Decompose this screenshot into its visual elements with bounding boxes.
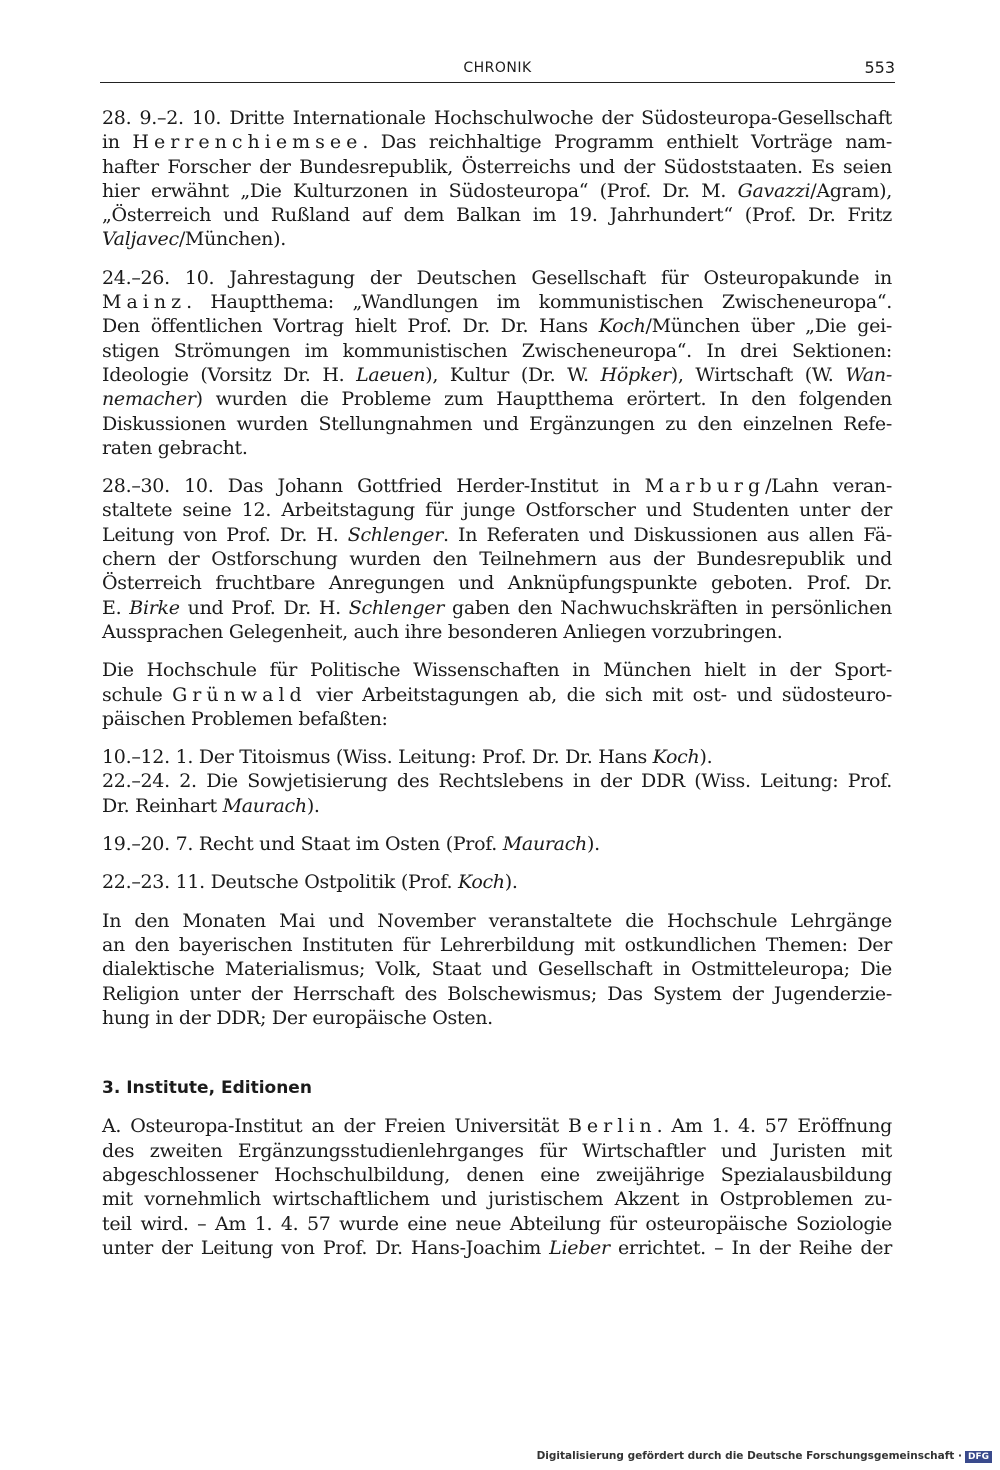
running-title: CHRONIK [463, 60, 532, 76]
list-item: 10.–12. 1. Der Titoismus (Wiss. Leitung: Prof. Dr. Dr. Hans Koch). 22.–24. 2. Die Sowjetisierung des Rechtslebens in der DDR (Wiss. Leitung: Prof. Dr. Reinhart Maurach). [102, 746, 892, 817]
body-text [102, 106, 892, 1274]
list-item: 19.–20. 7. Recht und Staat im Osten (Prof. Maurach). [102, 833, 600, 856]
page-number: 553 [864, 58, 895, 77]
footer-text: Digitalisierung gefördert durch die Deutsche Forschungsgemeinschaft · [536, 1450, 962, 1462]
paragraph-berlin: A. Osteuropa-Institut an der Freien Universität Berlin. Am 1. 4. 57 Eröffnung des zweiten Ergänzungsstudienlehrganges für Wirtschaftler und Juristen mit abgeschlossener Hochschulbildung, denen eine zweijährige Spezialausbildung mit vornehmlich wirtschaftlichem und juristischem Akzent in Ostproblemen zu- teil wird. – Am 1. 4. 57 wurde eine neue Abteilung für osteuropäische Soziologie unter der Leitung von Prof. Dr. Hans-Joachim Lieber errichtet. – In der Reihe der [102, 1115, 892, 1259]
section-heading: 3. Institute, Editionen [102, 1078, 312, 1099]
paragraph-gruenwald: Die Hochschule für Politische Wissenschaften in München hielt in der Sport- schule Grünwald vier Arbeitstagungen ab, die sich mit ost- und südosteuro- päischen Problemen befaßten: [102, 659, 892, 730]
digitization-footer [537, 1450, 992, 1463]
paragraph-lehrgaenge: In den Monaten Mai und November veranstaltete die Hochschule Lehrgänge an den bayerischen Instituten für Lehrerbildung mit ostkundlichen Themen: Der dialektische Materialismus; Volk, Staat und Gesellschaft in Ostmitteleuropa; Die Religion unter der Herrschaft des Bolschewismus; Das System der Jugenderzie- hung in der DDR; Der europäische Osten. [102, 909, 892, 1029]
paragraph-mainz: 24.–26. 10. Jahrestagung der Deutschen Gesellschaft für Osteuropakunde in Mainz. Hauptthema: „Wandlungen im kommunistischen Zwischeneuropa“. Den öffentlichen Vortrag hielt Prof. Dr. Dr. Hans Koch/München über „Die gei- stigen Strömungen im kommunistischen Zwischeneuropa“. In drei Sektionen: Ideologie (Vorsitz Dr. H. Laeuen), Kultur (Dr. W. Höpker), Wirtschaft (W. Wan- nemacher) wurden die Probleme zum Hauptthema erörtert. In den folgenden Diskussionen wurden Stellungnahmen und Ergänzungen zu den einzelnen Refe- raten gebracht. [102, 266, 892, 459]
list-item: 22.–23. 11. Deutsche Ostpolitik (Prof. Koch). [102, 871, 518, 894]
paragraph-herrenchiemsee: 28. 9.–2. 10. Dritte Internationale Hochschulwoche der Südosteuropa-Gesellschaft in Herrenchiemsee. Das reichhaltige Programm enthielt Vorträge nam- hafter Forscher der Bundesrepublik, Österreichs und der Südoststaaten. Es seien hier erwähnt „Die Kulturzonen in Südosteuropa“ (Prof. Dr. M. Gavazzi/Agram), „Österreich und Rußland auf dem Balkan im 19. Jahrhundert“ (Prof. Dr. Fritz Valjavec/München). [102, 107, 892, 251]
dfg-logo-icon: DFG [965, 1451, 992, 1463]
page-header [100, 58, 895, 83]
paragraph-marburg: 28.–30. 10. Das Johann Gottfried Herder-Institut in Marburg/Lahn veran- staltete seine 12. Arbeitstagung für junge Ostforscher und Studenten unter der Leitung von Prof. Dr. H. Schlenger. In Referaten und Diskussionen aus allen Fä- chern der Ostforschung wurden den Teilnehmern aus der Bundesrepublik und Österreich fruchtbare Anregungen und Anknüpfungspunkte geboten. Prof. Dr. E. Birke und Prof. Dr. H. Schlenger gaben den Nachwuchskräften in persönlichen Aussprachen Gelegenheit, auch ihre besonderen Anliegen vorzubringen. [102, 475, 892, 643]
